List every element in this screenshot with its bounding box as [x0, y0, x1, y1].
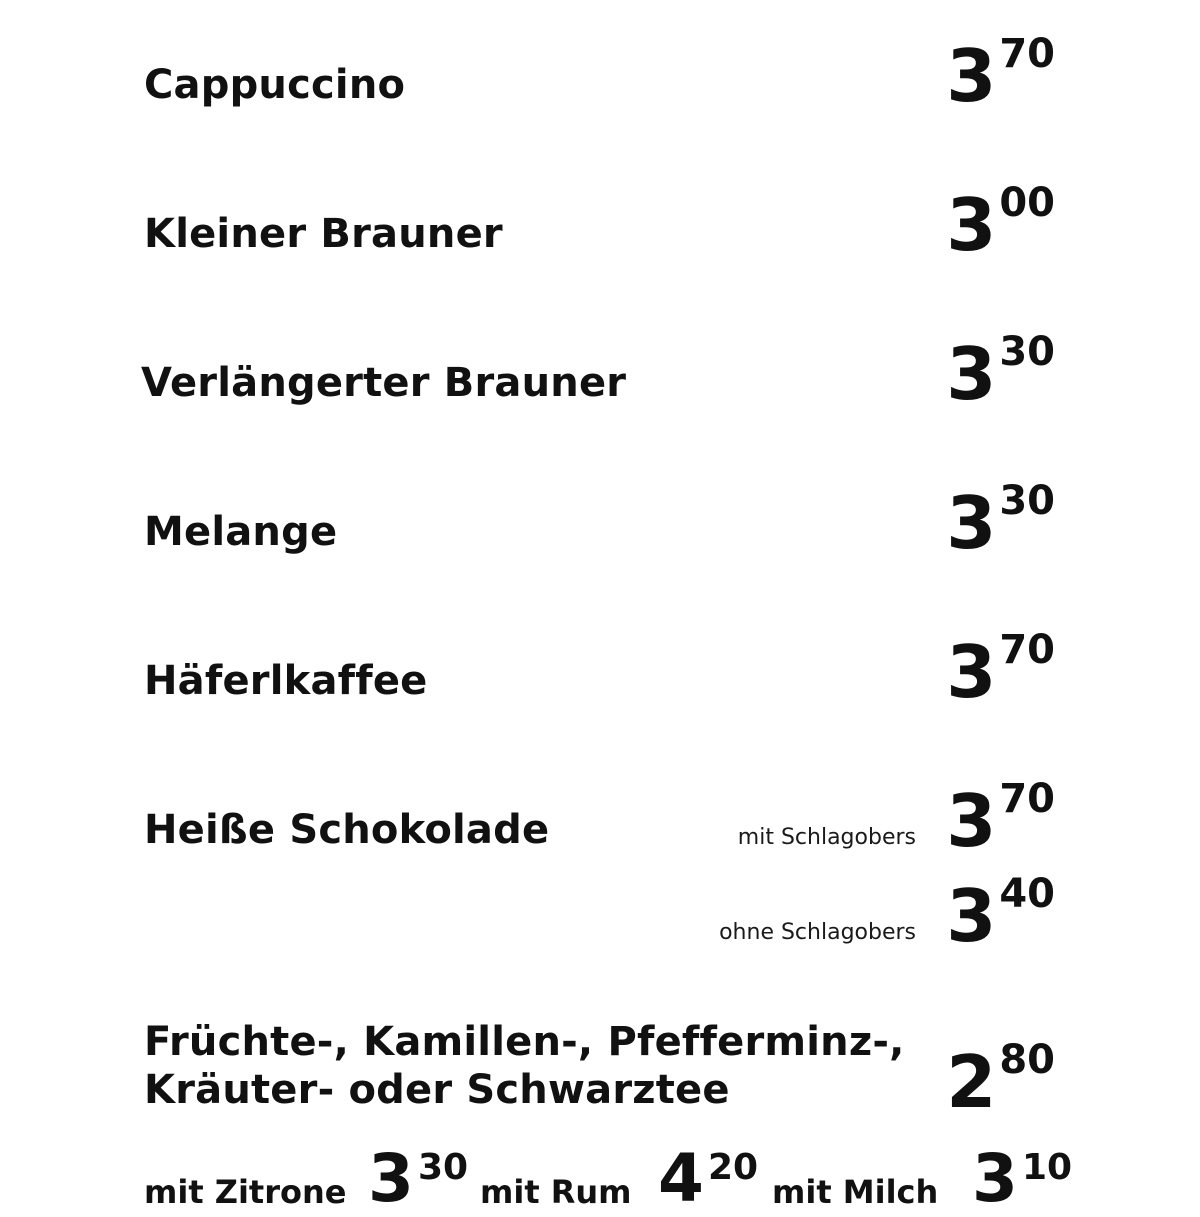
item-name-heisse-schokolade: Heiße Schokolade — [144, 807, 550, 853]
addon-label-rum: mit Rum — [480, 1173, 632, 1211]
addon-price-milch — [972, 1140, 1073, 1217]
price-euro: 3 — [946, 183, 996, 267]
price-cent: 70 — [999, 776, 1055, 822]
item-name-verlaengerter-brauner: Verlängerter Brauner — [141, 360, 627, 406]
variant-label-ohne-schlagobers: ohne Schlagobers — [719, 920, 916, 945]
price-cent: 10 — [1021, 1147, 1073, 1188]
variant-label-mit-schlagobers: mit Schlagobers — [737, 825, 916, 850]
price-cent: 30 — [999, 329, 1055, 375]
item-name-kleiner-brauner: Kleiner Brauner — [144, 211, 503, 257]
price-euro: 3 — [368, 1140, 414, 1217]
price-cent: 20 — [707, 1147, 759, 1188]
item-name-melange: Melange — [144, 509, 338, 555]
price-euro: 2 — [946, 1040, 996, 1124]
price-euro: 3 — [946, 630, 996, 714]
price-euro: 4 — [658, 1140, 704, 1217]
price-euro: 3 — [946, 481, 996, 565]
item-name-tee — [144, 1018, 905, 1114]
item-name-tee-line-1: Früchte-, Kamillen-, Pfefferminz-, — [144, 1019, 905, 1065]
item-price-melange — [946, 478, 1055, 565]
price-euro: 3 — [946, 779, 996, 863]
item-price-haeferlkaffee — [946, 627, 1055, 714]
item-price-mit-schlagobers — [946, 776, 1055, 863]
price-cent: 00 — [999, 180, 1055, 226]
item-price-tee — [946, 1037, 1055, 1124]
price-cent: 30 — [999, 478, 1055, 524]
addon-price-zitrone — [368, 1140, 469, 1217]
price-euro: 3 — [946, 332, 996, 416]
price-euro: 3 — [946, 874, 996, 958]
addon-label-milch: mit Milch — [772, 1173, 939, 1211]
item-name-tee-line-2: Kräuter- oder Schwarztee — [144, 1067, 730, 1113]
price-cent: 30 — [417, 1147, 469, 1188]
price-cent: 70 — [999, 31, 1055, 77]
addon-label-zitrone: mit Zitrone — [144, 1173, 347, 1211]
item-price-verlaengerter-brauner — [946, 329, 1055, 416]
item-name-cappuccino: Cappuccino — [144, 62, 406, 108]
price-cent: 80 — [999, 1037, 1055, 1083]
item-price-cappuccino — [946, 31, 1055, 118]
addon-price-rum — [658, 1140, 759, 1217]
price-cent: 40 — [999, 871, 1055, 917]
item-price-kleiner-brauner — [946, 180, 1055, 267]
price-cent: 70 — [999, 627, 1055, 673]
price-euro: 3 — [972, 1140, 1018, 1217]
price-euro: 3 — [946, 34, 996, 118]
item-price-ohne-schlagobers — [946, 871, 1055, 958]
item-name-haeferlkaffee: Häferlkaffee — [144, 658, 428, 704]
